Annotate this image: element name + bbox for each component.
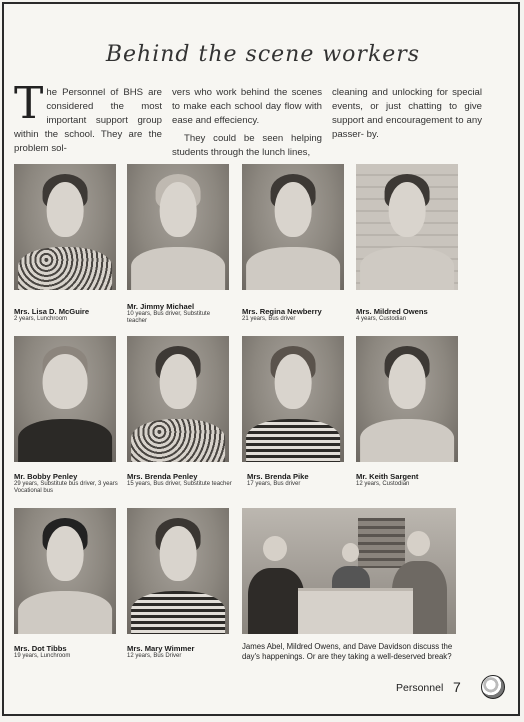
- portrait-photo-brenda-penley: [127, 336, 229, 462]
- staff-detail: 17 years, Bus driver: [247, 481, 301, 487]
- intro-text-2a: vers who work behind the scenes to make each school day flow with ease and effeciency.: [172, 87, 322, 126]
- page-number: 7: [453, 679, 461, 695]
- footer-section-label: Personnel: [396, 682, 444, 694]
- intro-text-1: he Personnel of BHS are considered the most important support group within the school. They are the problem sol-: [14, 87, 162, 154]
- staff-name: Mr. Jimmy Michael: [127, 302, 195, 311]
- portrait-photo-bobby-penley: [14, 336, 116, 462]
- intro-text-3: cleaning and unlocking for special events, or just chatting to give support and encouragement to any passer- by.: [332, 87, 482, 140]
- staff-detail: 15 years, Bus driver, Substitute teacher: [127, 481, 232, 487]
- portrait-photo-michael: [127, 164, 229, 290]
- staff-detail: 29 years, Substitute bus driver, 3 years Vocational bus: [14, 481, 118, 494]
- portrait-photo-mcguire: [14, 164, 116, 290]
- staff-name: Mr. Bobby Penley: [14, 472, 78, 481]
- staff-name: Mrs. Lisa D. McGuire: [14, 307, 90, 316]
- staff-name: Mrs. Dot Tibbs: [14, 644, 67, 653]
- yearbook-page: [2, 2, 520, 716]
- staff-detail: 12 years, Custodian: [356, 481, 410, 487]
- staff-name: Mrs. Mildred Owens: [356, 307, 428, 316]
- group-photo: [242, 508, 456, 634]
- portrait-photo-pike: [242, 336, 344, 462]
- staff-detail: 10 years, Bus driver, Substitute teacher: [127, 311, 211, 324]
- staff-detail: 19 years, Lunchroom: [14, 653, 71, 659]
- staff-detail: 12 years, Bus Driver: [127, 653, 182, 659]
- staff-name: Mrs. Mary Wimmer: [127, 644, 195, 653]
- portrait-photo-owens: [356, 164, 458, 290]
- staff-name: Mrs. Brenda Penley: [127, 472, 198, 481]
- staff-detail: 2 years, Lunchroom: [14, 316, 68, 322]
- group-photo-caption: James Abel, Mildred Owens, and Dave Davidson discuss the day's happenings. Or are they taking a well-deserved break?: [242, 642, 453, 661]
- portrait-photo-tibbs: [14, 508, 116, 634]
- staff-name: Mr. Keith Sargent: [356, 472, 419, 481]
- portrait-photo-sargent: [356, 336, 458, 462]
- intro-column-1: [14, 78, 162, 160]
- intro-text-2b: They could be seen helping students through the lunch lines,: [172, 133, 322, 158]
- portrait-photo-wimmer: [127, 508, 229, 634]
- staff-name: Mrs. Regina Newberry: [242, 307, 322, 316]
- globe-icon: [481, 675, 505, 699]
- intro-column-2: [172, 86, 322, 164]
- drop-cap: T: [14, 78, 44, 129]
- staff-name: Mrs. Brenda Pike: [247, 472, 309, 481]
- staff-detail: 4 years, Custodian: [356, 316, 407, 322]
- portrait-photo-newberry: [242, 164, 344, 290]
- intro-column-3: [332, 86, 482, 146]
- staff-detail: 21 years, Bus driver: [242, 316, 296, 322]
- page-title: Behind the scene workers: [105, 42, 421, 67]
